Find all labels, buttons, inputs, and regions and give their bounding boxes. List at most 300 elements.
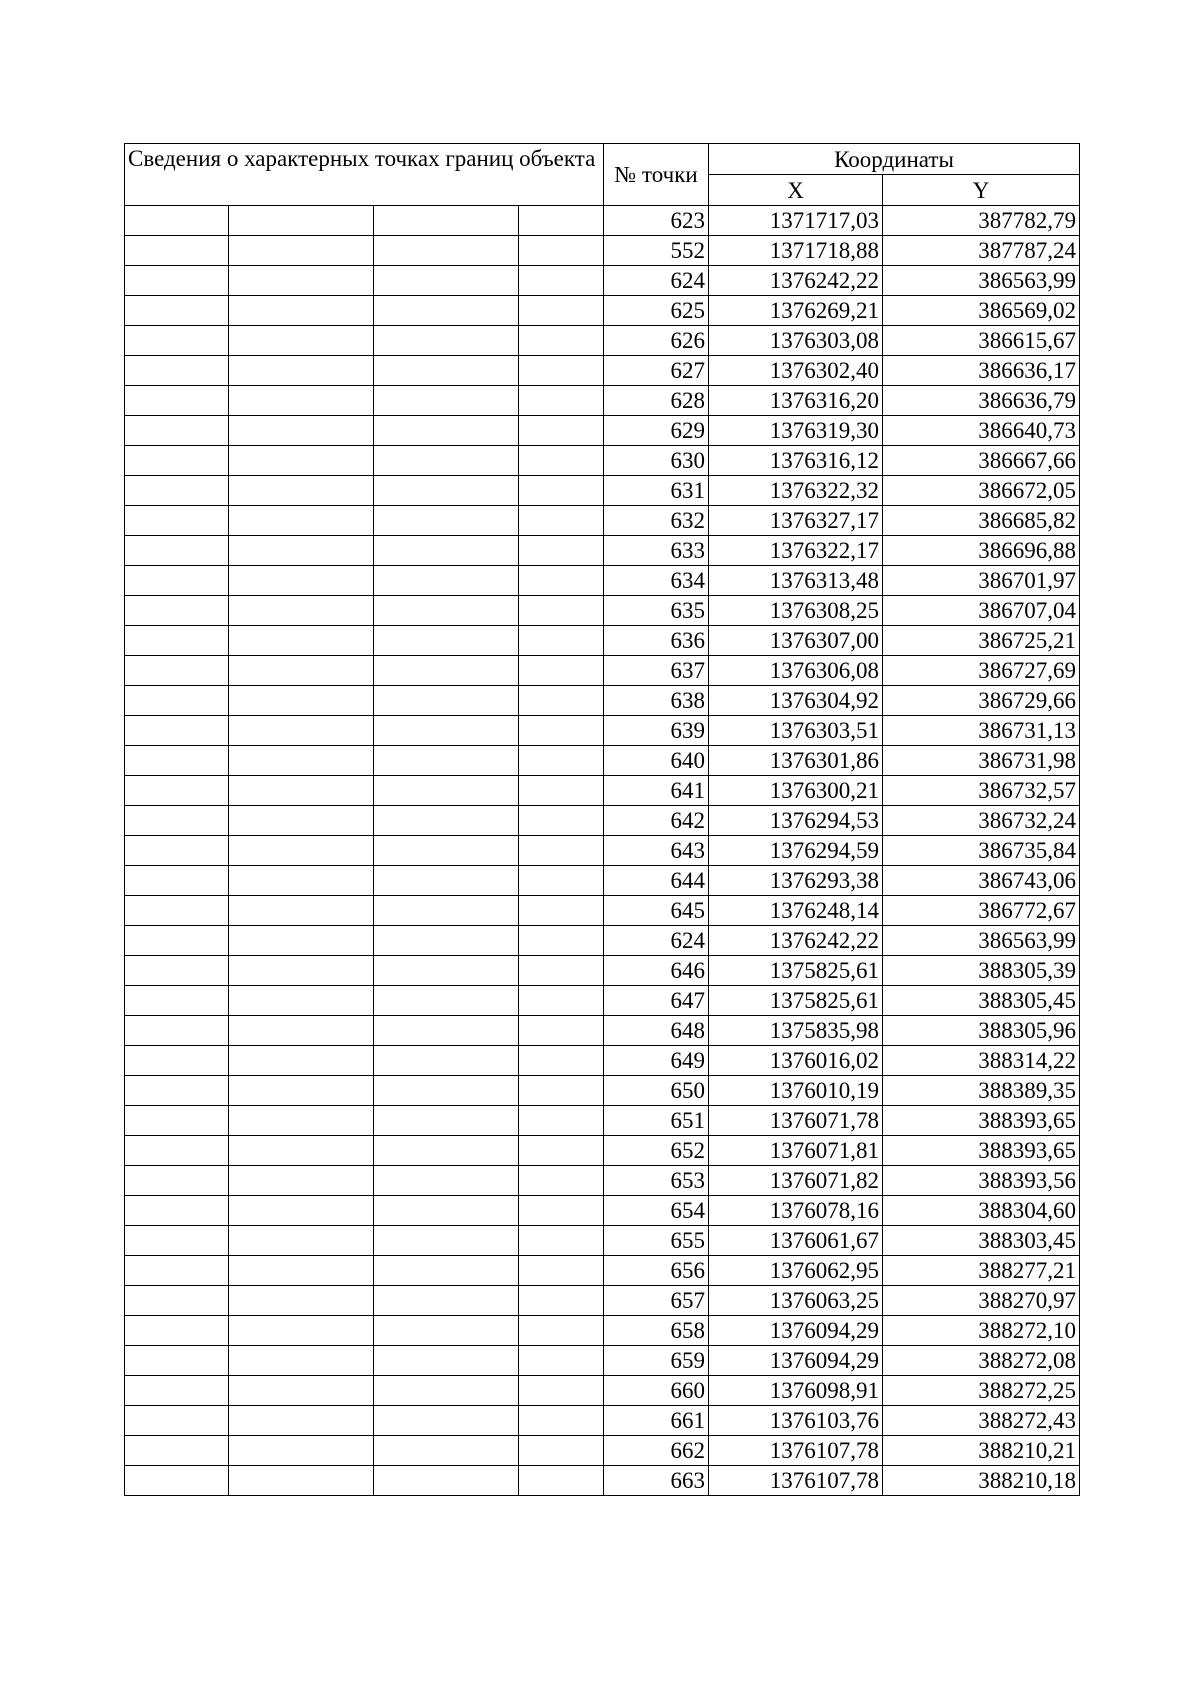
empty-cell <box>519 1136 604 1166</box>
point-number-cell: 659 <box>604 1346 709 1376</box>
empty-cell <box>125 326 229 356</box>
empty-cell <box>229 896 374 926</box>
table-row <box>125 1046 1080 1076</box>
empty-cell <box>374 956 519 986</box>
x-coordinate-cell: 1376303,08 <box>709 326 883 356</box>
y-coordinate-cell: 386772,67 <box>883 896 1080 926</box>
empty-cell <box>519 956 604 986</box>
y-coordinate-cell: 388389,35 <box>883 1076 1080 1106</box>
x-coordinate-cell: 1376322,32 <box>709 476 883 506</box>
table-row <box>125 1016 1080 1046</box>
empty-cell <box>125 956 229 986</box>
empty-cell <box>519 1196 604 1226</box>
empty-cell <box>125 1226 229 1256</box>
table-row <box>125 896 1080 926</box>
y-coordinate-cell: 386636,17 <box>883 356 1080 386</box>
point-number-cell: 626 <box>604 326 709 356</box>
x-coordinate-cell: 1376322,17 <box>709 536 883 566</box>
empty-cell <box>229 1106 374 1136</box>
y-coordinate-cell: 386640,73 <box>883 416 1080 446</box>
empty-cell <box>125 1286 229 1316</box>
table-row <box>125 296 1080 326</box>
empty-cell <box>229 956 374 986</box>
x-header: X <box>709 175 883 206</box>
empty-cell <box>229 686 374 716</box>
empty-cell <box>125 806 229 836</box>
empty-cell <box>374 1316 519 1346</box>
x-coordinate-cell: 1376098,91 <box>709 1376 883 1406</box>
empty-cell <box>519 926 604 956</box>
point-number-cell: 630 <box>604 446 709 476</box>
empty-cell <box>519 1346 604 1376</box>
empty-cell <box>374 1166 519 1196</box>
empty-cell <box>125 1436 229 1466</box>
table-row <box>125 626 1080 656</box>
empty-cell <box>519 506 604 536</box>
point-number-cell: 633 <box>604 536 709 566</box>
table-row <box>125 1436 1080 1466</box>
table-row <box>125 1316 1080 1346</box>
empty-cell <box>229 296 374 326</box>
empty-cell <box>374 506 519 536</box>
y-coordinate-cell: 388305,45 <box>883 986 1080 1016</box>
empty-cell <box>125 1406 229 1436</box>
table-row <box>125 506 1080 536</box>
object-info-header: Сведения о характерных точках границ объекта <box>125 144 604 206</box>
coordinates-table <box>124 143 1080 1496</box>
point-number-cell: 634 <box>604 566 709 596</box>
x-coordinate-cell: 1376071,81 <box>709 1136 883 1166</box>
point-number-cell: 552 <box>604 236 709 266</box>
empty-cell <box>519 596 604 626</box>
empty-cell <box>125 566 229 596</box>
y-coordinate-cell: 386563,99 <box>883 926 1080 956</box>
empty-cell <box>519 716 604 746</box>
table-row <box>125 1166 1080 1196</box>
y-coordinate-cell: 386731,13 <box>883 716 1080 746</box>
y-coordinate-cell: 386725,21 <box>883 626 1080 656</box>
header-row-1 <box>125 144 1080 175</box>
y-coordinate-cell: 388305,39 <box>883 956 1080 986</box>
table-row <box>125 1376 1080 1406</box>
point-number-cell: 624 <box>604 926 709 956</box>
point-number-cell: 628 <box>604 386 709 416</box>
x-coordinate-cell: 1376094,29 <box>709 1316 883 1346</box>
y-coordinate-cell: 388393,56 <box>883 1166 1080 1196</box>
empty-cell <box>125 1046 229 1076</box>
point-number-cell: 660 <box>604 1376 709 1406</box>
empty-cell <box>374 1136 519 1166</box>
empty-cell <box>125 206 229 236</box>
empty-cell <box>125 356 229 386</box>
table-row <box>125 236 1080 266</box>
empty-cell <box>374 1256 519 1286</box>
point-number-cell: 627 <box>604 356 709 386</box>
y-coordinate-cell: 386667,66 <box>883 446 1080 476</box>
x-coordinate-cell: 1376071,78 <box>709 1106 883 1136</box>
empty-cell <box>374 1226 519 1256</box>
empty-cell <box>125 746 229 776</box>
empty-cell <box>374 416 519 446</box>
empty-cell <box>125 1106 229 1136</box>
y-coordinate-cell: 387787,24 <box>883 236 1080 266</box>
empty-cell <box>519 1436 604 1466</box>
empty-cell <box>519 1286 604 1316</box>
x-coordinate-cell: 1376242,22 <box>709 926 883 956</box>
y-coordinate-cell: 386743,06 <box>883 866 1080 896</box>
x-coordinate-cell: 1371717,03 <box>709 206 883 236</box>
empty-cell <box>125 1346 229 1376</box>
empty-cell <box>125 506 229 536</box>
y-coordinate-cell: 386727,69 <box>883 656 1080 686</box>
empty-cell <box>374 776 519 806</box>
point-number-cell: 650 <box>604 1076 709 1106</box>
point-number-cell: 643 <box>604 836 709 866</box>
empty-cell <box>229 1016 374 1046</box>
empty-cell <box>374 896 519 926</box>
empty-cell <box>125 1376 229 1406</box>
point-number-cell: 651 <box>604 1106 709 1136</box>
table-row <box>125 416 1080 446</box>
x-coordinate-cell: 1376300,21 <box>709 776 883 806</box>
empty-cell <box>519 1316 604 1346</box>
empty-cell <box>229 1346 374 1376</box>
x-coordinate-cell: 1376078,16 <box>709 1196 883 1226</box>
empty-cell <box>125 1016 229 1046</box>
table-row <box>125 926 1080 956</box>
x-coordinate-cell: 1371718,88 <box>709 236 883 266</box>
table-row <box>125 1256 1080 1286</box>
empty-cell <box>519 896 604 926</box>
empty-cell <box>229 1466 374 1496</box>
empty-cell <box>125 1316 229 1346</box>
table-row <box>125 1106 1080 1136</box>
point-number-cell: 638 <box>604 686 709 716</box>
table-row <box>125 326 1080 356</box>
table-row <box>125 956 1080 986</box>
table-row <box>125 1136 1080 1166</box>
point-number-cell: 646 <box>604 956 709 986</box>
x-coordinate-cell: 1376242,22 <box>709 266 883 296</box>
y-coordinate-cell: 386731,98 <box>883 746 1080 776</box>
empty-cell <box>519 1376 604 1406</box>
empty-cell <box>229 566 374 596</box>
x-coordinate-cell: 1376062,95 <box>709 1256 883 1286</box>
x-coordinate-cell: 1376107,78 <box>709 1466 883 1496</box>
x-coordinate-cell: 1376107,78 <box>709 1436 883 1466</box>
y-coordinate-cell: 387782,79 <box>883 206 1080 236</box>
empty-cell <box>229 1286 374 1316</box>
empty-cell <box>125 236 229 266</box>
empty-cell <box>229 1376 374 1406</box>
empty-cell <box>125 896 229 926</box>
empty-cell <box>374 926 519 956</box>
y-coordinate-cell: 386732,57 <box>883 776 1080 806</box>
empty-cell <box>374 746 519 776</box>
x-coordinate-cell: 1376319,30 <box>709 416 883 446</box>
empty-cell <box>374 1196 519 1226</box>
empty-cell <box>125 1256 229 1286</box>
empty-cell <box>125 296 229 326</box>
empty-cell <box>229 1256 374 1286</box>
table-row <box>125 1196 1080 1226</box>
empty-cell <box>125 626 229 656</box>
empty-cell <box>229 1226 374 1256</box>
x-coordinate-cell: 1376063,25 <box>709 1286 883 1316</box>
empty-cell <box>519 1226 604 1256</box>
empty-cell <box>519 296 604 326</box>
empty-cell <box>374 1436 519 1466</box>
x-coordinate-cell: 1376248,14 <box>709 896 883 926</box>
point-number-cell: 652 <box>604 1136 709 1166</box>
y-coordinate-cell: 388210,18 <box>883 1466 1080 1496</box>
x-coordinate-cell: 1376307,00 <box>709 626 883 656</box>
x-coordinate-cell: 1376308,25 <box>709 596 883 626</box>
empty-cell <box>374 1466 519 1496</box>
point-number-cell: 636 <box>604 626 709 656</box>
y-coordinate-cell: 386732,24 <box>883 806 1080 836</box>
empty-cell <box>229 1436 374 1466</box>
y-coordinate-cell: 386636,79 <box>883 386 1080 416</box>
empty-cell <box>229 926 374 956</box>
empty-cell <box>229 1406 374 1436</box>
empty-cell <box>229 266 374 296</box>
empty-cell <box>374 626 519 656</box>
table-row <box>125 716 1080 746</box>
table-row <box>125 656 1080 686</box>
empty-cell <box>125 386 229 416</box>
empty-cell <box>229 206 374 236</box>
x-coordinate-cell: 1376301,86 <box>709 746 883 776</box>
empty-cell <box>229 1136 374 1166</box>
empty-cell <box>519 1466 604 1496</box>
y-coordinate-cell: 388393,65 <box>883 1106 1080 1136</box>
empty-cell <box>125 1076 229 1106</box>
y-coordinate-cell: 388272,10 <box>883 1316 1080 1346</box>
table-row <box>125 1346 1080 1376</box>
empty-cell <box>229 836 374 866</box>
point-number-cell: 629 <box>604 416 709 446</box>
x-coordinate-cell: 1376316,20 <box>709 386 883 416</box>
point-number-cell: 631 <box>604 476 709 506</box>
empty-cell <box>374 716 519 746</box>
empty-cell <box>519 806 604 836</box>
empty-cell <box>374 566 519 596</box>
empty-cell <box>374 1286 519 1316</box>
table-row <box>125 536 1080 566</box>
table-row <box>125 776 1080 806</box>
empty-cell <box>229 986 374 1016</box>
empty-cell <box>374 596 519 626</box>
empty-cell <box>229 656 374 686</box>
empty-cell <box>229 716 374 746</box>
point-number-cell: 647 <box>604 986 709 1016</box>
empty-cell <box>125 656 229 686</box>
empty-cell <box>374 686 519 716</box>
empty-cell <box>374 1106 519 1136</box>
empty-cell <box>374 986 519 1016</box>
empty-cell <box>125 926 229 956</box>
empty-cell <box>519 1076 604 1106</box>
point-number-cell: 637 <box>604 656 709 686</box>
x-coordinate-cell: 1376316,12 <box>709 446 883 476</box>
empty-cell <box>374 386 519 416</box>
table-row <box>125 1286 1080 1316</box>
empty-cell <box>229 476 374 506</box>
point-number-cell: 625 <box>604 296 709 326</box>
y-coordinate-cell: 388314,22 <box>883 1046 1080 1076</box>
empty-cell <box>519 776 604 806</box>
table-row <box>125 806 1080 836</box>
empty-cell <box>374 1046 519 1076</box>
empty-cell <box>374 476 519 506</box>
table-row <box>125 356 1080 386</box>
empty-cell <box>519 386 604 416</box>
empty-cell <box>229 866 374 896</box>
empty-cell <box>519 986 604 1016</box>
empty-cell <box>519 446 604 476</box>
table-row <box>125 686 1080 716</box>
empty-cell <box>519 266 604 296</box>
empty-cell <box>519 1106 604 1136</box>
empty-cell <box>374 446 519 476</box>
y-coordinate-cell: 388210,21 <box>883 1436 1080 1466</box>
y-coordinate-cell: 388393,65 <box>883 1136 1080 1166</box>
empty-cell <box>125 686 229 716</box>
table-row <box>125 206 1080 236</box>
point-number-cell: 663 <box>604 1466 709 1496</box>
x-coordinate-cell: 1376293,38 <box>709 866 883 896</box>
y-coordinate-cell: 386615,67 <box>883 326 1080 356</box>
empty-cell <box>125 596 229 626</box>
empty-cell <box>229 1196 374 1226</box>
y-header: Y <box>883 175 1080 206</box>
table-row <box>125 746 1080 776</box>
empty-cell <box>229 356 374 386</box>
empty-cell <box>125 266 229 296</box>
empty-cell <box>125 446 229 476</box>
empty-cell <box>229 776 374 806</box>
point-number-cell: 648 <box>604 1016 709 1046</box>
empty-cell <box>125 716 229 746</box>
point-number-cell: 639 <box>604 716 709 746</box>
table-row <box>125 836 1080 866</box>
empty-cell <box>519 656 604 686</box>
x-coordinate-cell: 1376327,17 <box>709 506 883 536</box>
empty-cell <box>125 836 229 866</box>
empty-cell <box>125 1196 229 1226</box>
empty-cell <box>519 356 604 386</box>
x-coordinate-cell: 1376016,02 <box>709 1046 883 1076</box>
empty-cell <box>229 596 374 626</box>
y-coordinate-cell: 388270,97 <box>883 1286 1080 1316</box>
table-row <box>125 1076 1080 1106</box>
empty-cell <box>229 1316 374 1346</box>
y-coordinate-cell: 386729,66 <box>883 686 1080 716</box>
empty-cell <box>374 806 519 836</box>
empty-cell <box>374 1076 519 1106</box>
y-coordinate-cell: 386569,02 <box>883 296 1080 326</box>
empty-cell <box>229 506 374 536</box>
point-number-cell: 624 <box>604 266 709 296</box>
empty-cell <box>229 236 374 266</box>
y-coordinate-cell: 388272,08 <box>883 1346 1080 1376</box>
y-coordinate-cell: 388272,25 <box>883 1376 1080 1406</box>
point-number-cell: 635 <box>604 596 709 626</box>
empty-cell <box>374 656 519 686</box>
empty-cell <box>229 1046 374 1076</box>
empty-cell <box>519 836 604 866</box>
table-row <box>125 1406 1080 1436</box>
empty-cell <box>125 1136 229 1166</box>
empty-cell <box>374 1376 519 1406</box>
empty-cell <box>229 536 374 566</box>
empty-cell <box>374 1016 519 1046</box>
empty-cell <box>519 326 604 356</box>
x-coordinate-cell: 1376071,82 <box>709 1166 883 1196</box>
point-number-cell: 640 <box>604 746 709 776</box>
point-number-header: № точки <box>604 144 709 206</box>
empty-cell <box>519 236 604 266</box>
y-coordinate-cell: 388277,21 <box>883 1256 1080 1286</box>
table-row <box>125 866 1080 896</box>
table-row <box>125 476 1080 506</box>
empty-cell <box>519 686 604 716</box>
point-number-cell: 641 <box>604 776 709 806</box>
table-row <box>125 566 1080 596</box>
empty-cell <box>519 566 604 596</box>
coordinates-header: Координаты <box>709 144 1080 175</box>
point-number-cell: 653 <box>604 1166 709 1196</box>
empty-cell <box>519 746 604 776</box>
x-coordinate-cell: 1376094,29 <box>709 1346 883 1376</box>
empty-cell <box>229 326 374 356</box>
empty-cell <box>229 416 374 446</box>
empty-cell <box>519 1016 604 1046</box>
empty-cell <box>125 1466 229 1496</box>
point-number-cell: 644 <box>604 866 709 896</box>
empty-cell <box>519 476 604 506</box>
y-coordinate-cell: 388304,60 <box>883 1196 1080 1226</box>
empty-cell <box>519 1166 604 1196</box>
x-coordinate-cell: 1375825,61 <box>709 986 883 1016</box>
y-coordinate-cell: 386707,04 <box>883 596 1080 626</box>
empty-cell <box>125 416 229 446</box>
empty-cell <box>125 536 229 566</box>
y-coordinate-cell: 386672,05 <box>883 476 1080 506</box>
empty-cell <box>229 386 374 416</box>
x-coordinate-cell: 1376010,19 <box>709 1076 883 1106</box>
x-coordinate-cell: 1375825,61 <box>709 956 883 986</box>
table-row <box>125 596 1080 626</box>
x-coordinate-cell: 1376303,51 <box>709 716 883 746</box>
table-row <box>125 1226 1080 1256</box>
empty-cell <box>374 866 519 896</box>
empty-cell <box>519 626 604 656</box>
x-coordinate-cell: 1376294,59 <box>709 836 883 866</box>
empty-cell <box>229 746 374 776</box>
y-coordinate-cell: 386701,97 <box>883 566 1080 596</box>
empty-cell <box>519 206 604 236</box>
empty-cell <box>519 1046 604 1076</box>
table-row <box>125 446 1080 476</box>
empty-cell <box>229 1076 374 1106</box>
point-number-cell: 654 <box>604 1196 709 1226</box>
table-row <box>125 1466 1080 1496</box>
x-coordinate-cell: 1375835,98 <box>709 1016 883 1046</box>
point-number-cell: 632 <box>604 506 709 536</box>
y-coordinate-cell: 386696,88 <box>883 536 1080 566</box>
